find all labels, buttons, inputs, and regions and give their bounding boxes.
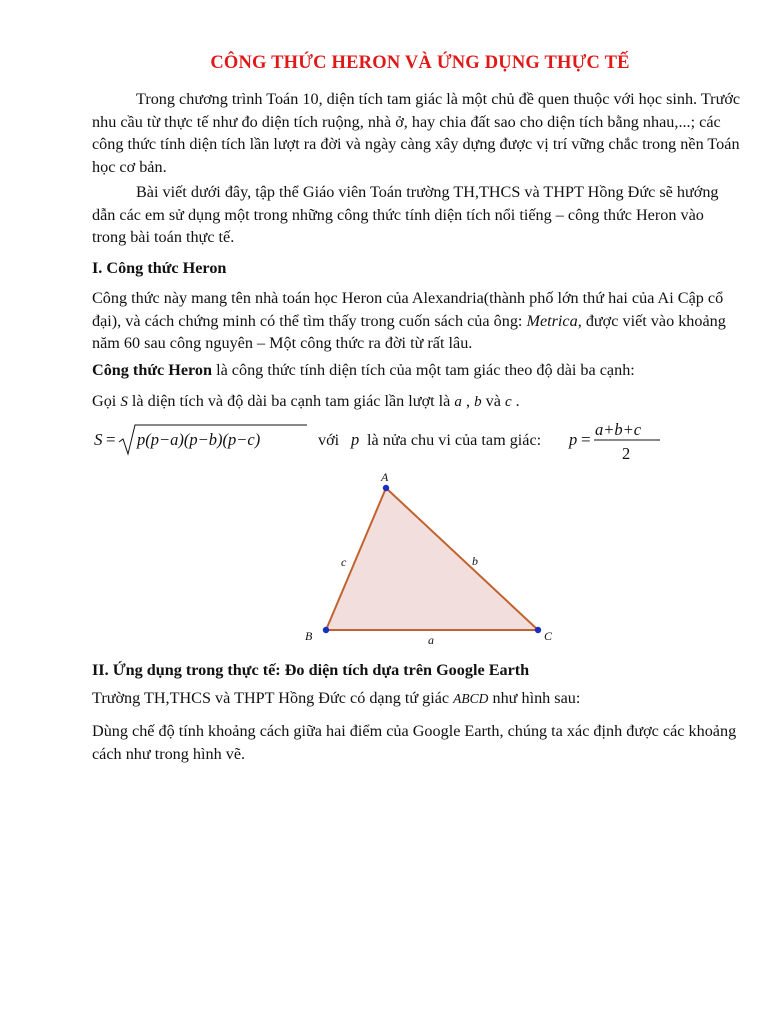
variables-text-3: và xyxy=(481,392,505,410)
formula-lhs-s: S xyxy=(94,430,103,449)
heron-definition-paragraph xyxy=(92,359,742,382)
var-c: c xyxy=(504,394,512,410)
side-a-label: a xyxy=(428,633,434,647)
triangle-figure xyxy=(300,468,570,653)
variables-sep-1: , xyxy=(461,392,475,410)
book-title-metrica: Metrica xyxy=(526,311,578,330)
heron-term: Công thức Heron xyxy=(92,361,213,379)
var-s: S xyxy=(120,394,128,410)
definition-text: là công thức tính diện tích của một tam giác theo độ dài ba cạnh: xyxy=(212,361,635,379)
variables-text-1: Gọi xyxy=(92,392,121,410)
var-a: a xyxy=(454,394,462,410)
side-c-label: c xyxy=(341,555,347,569)
vertex-c-dot xyxy=(535,627,541,633)
triangle-fill xyxy=(326,488,538,630)
section-2-heading: II. Ứng dụng trong thực tế: Đo diện tích dựa trên Google Earth xyxy=(92,661,530,679)
variables-end: . xyxy=(511,392,520,410)
section-1-heading: I. Công thức Heron xyxy=(92,259,227,277)
formula-description: là nửa chu vi của tam giác: xyxy=(367,431,542,449)
variables-paragraph xyxy=(92,390,742,414)
variables-text-2: là diện tích và độ dài ba cạnh tam giác lần lượt là xyxy=(127,392,455,410)
vertex-b-label: B xyxy=(305,629,313,643)
section-2-measure-paragraph: Dùng chế độ tính khoảng cách giữa hai điểm của Google Earth, chúng ta xác định được các khoảng cách như trong hình vẽ. xyxy=(92,722,737,763)
document-title: CÔNG THỨC HERON VÀ ỨNG DỤNG THỰC TẾ xyxy=(210,53,630,73)
section-1-history-paragraph xyxy=(92,287,742,355)
school-text-2: như hình sau: xyxy=(488,689,581,707)
formula-p-var: p xyxy=(351,430,360,449)
vertex-a-dot xyxy=(383,485,389,491)
section-2-school-paragraph xyxy=(92,687,742,711)
history-text-start: Công thức này mang tên nhà toán học Heron của Alexandria(thành phố lớn thứ hai của Ai Cập cổ đại), và cách chứng minh có thể tìm thấy trong cuốn sách của ông: xyxy=(92,289,724,330)
quadrilateral-abcd: ABCD xyxy=(453,691,489,706)
history-text-end: , được viết vào khoảng năm 60 sau công nguyên – Một công thức ra đời từ rất lâu. xyxy=(92,311,726,352)
formula-p-lhs: p xyxy=(569,430,578,449)
school-text-1: Trường TH,THCS và THPT Hồng Đức có dạng tứ giác xyxy=(92,689,454,707)
heron-formula xyxy=(92,420,692,464)
vertex-a-label: A xyxy=(381,470,389,484)
var-b: b xyxy=(474,394,482,410)
formula-equals: = xyxy=(106,430,116,449)
heron-formula-svg xyxy=(92,420,692,464)
formula-denominator: 2 xyxy=(622,444,631,463)
formula-equals-2: = xyxy=(581,430,591,449)
vertex-c-label: C xyxy=(544,629,553,643)
purpose-paragraph: Bài viết dưới đây, tập thể Giáo viên Toán trường TH,THCS và THPT Hồng Đức sẽ hướng dẫn các em sử dụng một trong những công thức tính diện tích nổi tiếng – công thức Heron vào trong bài toán thực tế. xyxy=(92,183,719,246)
formula-with: với xyxy=(318,431,340,449)
formula-numerator: a+b+c xyxy=(595,420,642,439)
vertex-b-dot xyxy=(323,627,329,633)
formula-radicand: p(p−a)(p−b)(p−c) xyxy=(137,430,261,449)
side-b-label: b xyxy=(472,554,478,568)
triangle-svg xyxy=(300,468,570,648)
intro-paragraph: Trong chương trình Toán 10, diện tích tam giác là một chủ đề quen thuộc với học sinh. Trước nhu cầu từ thực tế như đo diện tích ruộng, nhà ở, hay chia đất sao cho diện tích bằng nhau,...; các công thức tính diện tích lần lượt ra đời và ngày càng xây dựng được vị trí vững chắc trong nền Toán học cơ bản. xyxy=(92,90,741,176)
